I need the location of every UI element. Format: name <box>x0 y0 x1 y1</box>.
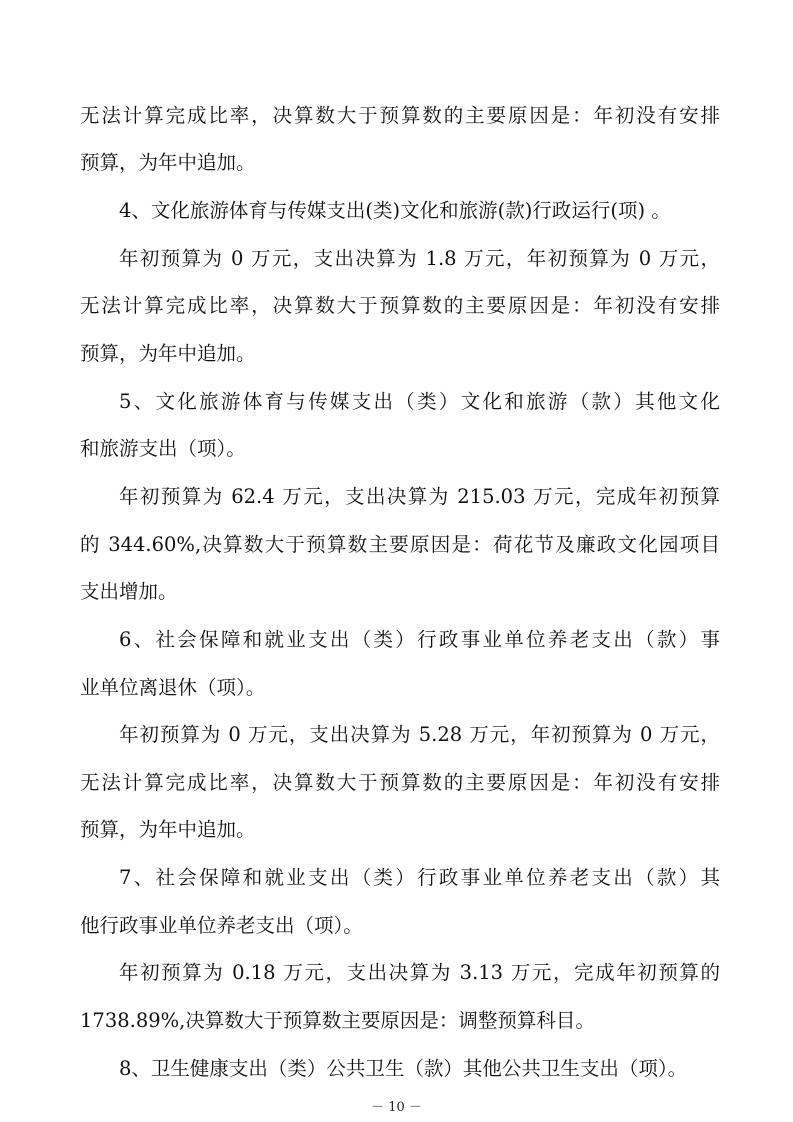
section-heading: 业单位离退休（项）。 <box>80 676 266 699</box>
section-heading: 8、卫生健康支出（类）公共卫生（款）其他公共卫生支出（项）。 <box>119 1057 688 1080</box>
paragraph-line: 预算，为年中追加。 <box>80 151 256 174</box>
paragraph-line: 年初预算为 0 万元，支出决算为 1.8 万元，年初预算为 0 万元， <box>119 247 720 270</box>
section-heading: 6、社会保障和就业支出（类）行政事业单位养老支出（款）事 <box>119 628 720 651</box>
section-heading: 4、文化旅游体育与传媒支出(类)文化和旅游(款)行政运行(项) 。 <box>119 199 671 222</box>
paragraph-line: 1738.89%,决算数大于预算数主要原因是：调整预算科目。 <box>80 1009 595 1032</box>
section-heading: 他行政事业单位养老支出（项）。 <box>80 914 363 937</box>
section-heading: 7、社会保障和就业支出（类）行政事业单位养老支出（款）其 <box>119 866 720 889</box>
paragraph-line: 的 344.60%,决算数大于预算数主要原因是：荷花节及廉政文化园项目 <box>80 533 720 556</box>
paragraph-line: 无法计算完成比率，决算数大于预算数的主要原因是：年初没有安排 <box>80 104 720 127</box>
paragraph-line: 无法计算完成比率，决算数大于预算数的主要原因是：年初没有安排 <box>80 771 720 794</box>
paragraph-line: 支出增加。 <box>80 580 178 603</box>
paragraph-line: 年初预算为 0.18 万元，支出决算为 3.13 万元，完成年初预算的 <box>119 961 720 984</box>
paragraph-line: 无法计算完成比率，决算数大于预算数的主要原因是：年初没有安排 <box>80 294 720 317</box>
section-heading: 和旅游支出（项）。 <box>80 437 246 460</box>
section-heading: 5、文化旅游体育与传媒支出（类）文化和旅游（款）其他文化 <box>119 390 720 413</box>
paragraph-line: 年初预算为 0 万元，支出决算为 5.28 万元，年初预算为 0 万元， <box>119 723 720 746</box>
paragraph-line: 年初预算为 62.4 万元，支出决算为 215.03 万元，完成年初预算 <box>119 485 720 508</box>
paragraph-line: 预算，为年中追加。 <box>80 818 256 841</box>
page-number: － 10 － <box>371 1100 422 1115</box>
paragraph-line: 预算，为年中追加。 <box>80 342 256 365</box>
